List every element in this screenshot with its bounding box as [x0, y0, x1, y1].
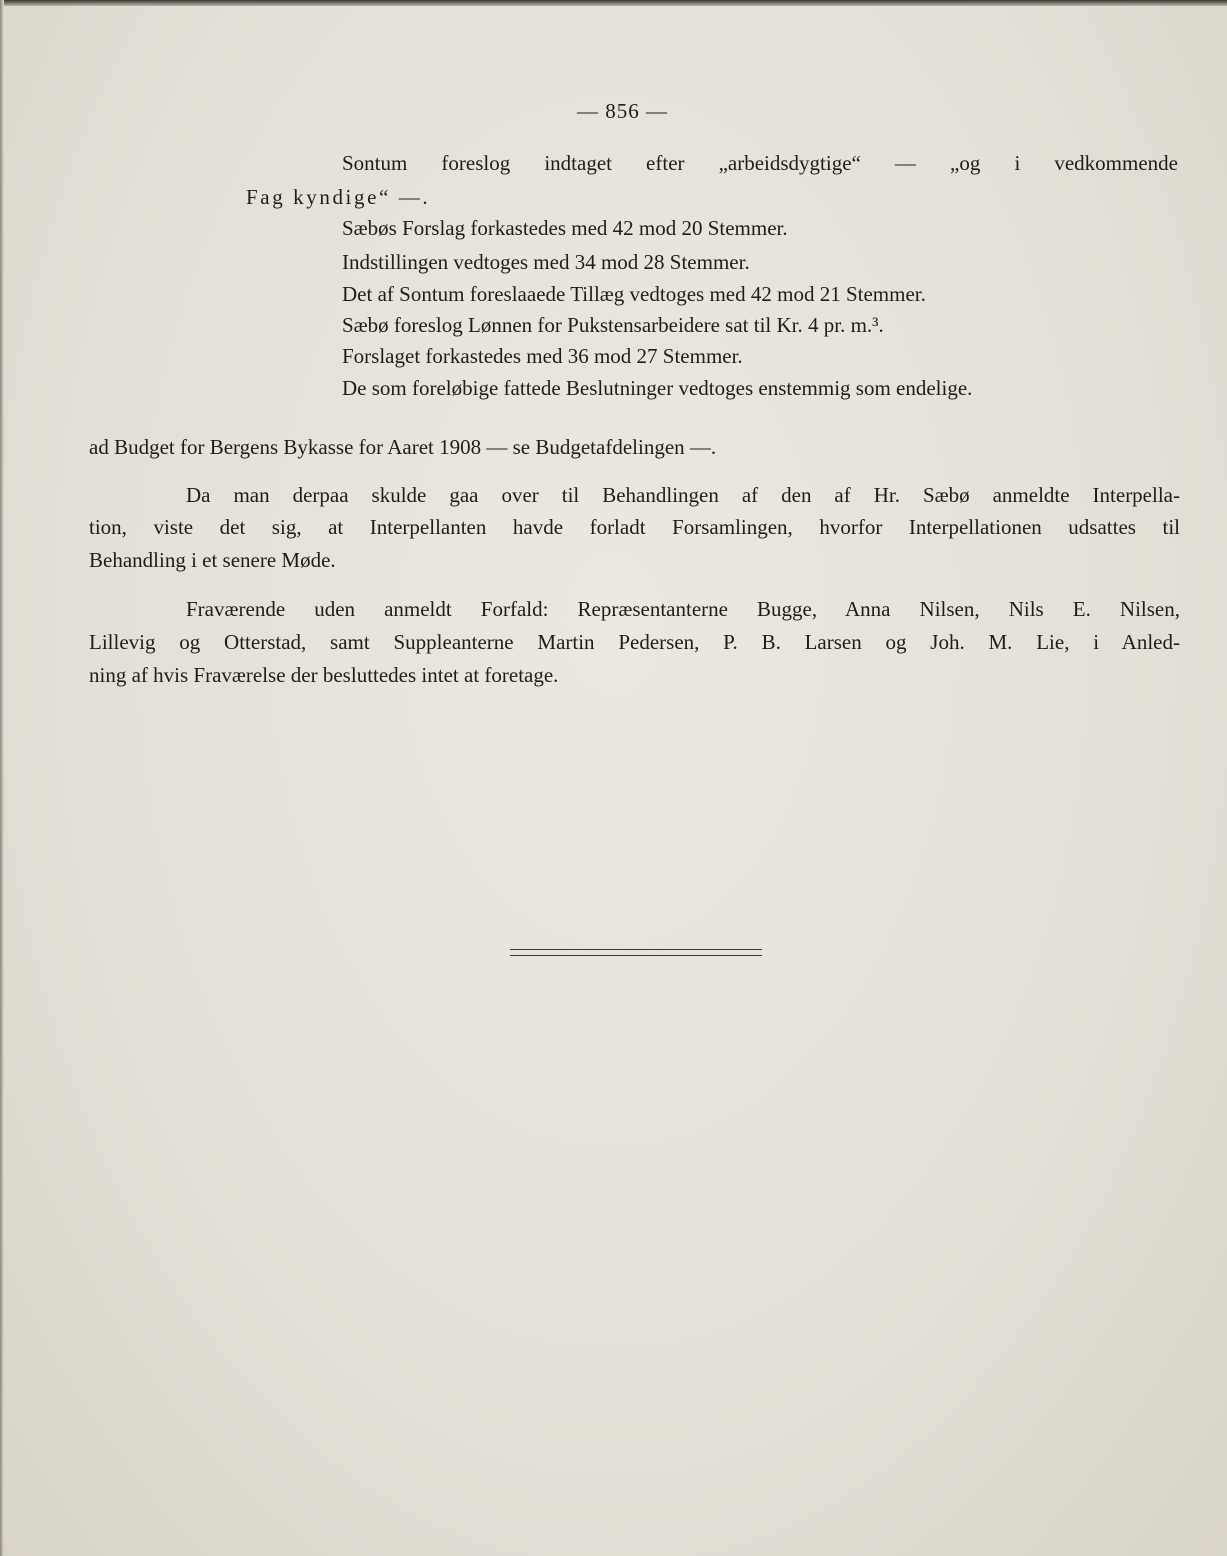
separator-rule-top [510, 949, 762, 950]
text-line: ning af hvis Fraværelse der besluttedes intet at foretage. [89, 663, 559, 687]
page-left-edge [0, 0, 4, 1556]
page-number: — 856 — [577, 99, 668, 123]
text-line: Lillevig og Otterstad, samt Suppleanterne Martin Pedersen, P. B. Larsen og Joh. M. Lie, i Anled- [89, 630, 1180, 654]
text-line: Fraværende uden anmeldt Forfald: Repræsentanterne Bugge, Anna Nilsen, Nils E. Nilsen, [186, 597, 1180, 621]
text-line: Forslaget forkastedes med 36 mod 27 Stemmer. [342, 344, 743, 368]
separator-rule-bottom [510, 955, 762, 956]
text-line: Indstillingen vedtoges med 34 mod 28 Stemmer. [342, 250, 750, 274]
text-line: Sæbø foreslog Lønnen for Pukstensarbeidere sat til Kr. 4 pr. m.³. [342, 313, 884, 337]
text-line: Behandling i et senere Møde. [89, 548, 336, 572]
page-top-edge [0, 0, 1227, 6]
text-line: Fag kyndige“ —. [246, 185, 431, 209]
text-line: Da man derpaa skulde gaa over til Behandlingen af den af Hr. Sæbø anmeldte Interpella- [186, 483, 1180, 507]
text-line: Sontum foreslog indtaget efter „arbeidsdygtige“ — „og i vedkommende [342, 151, 1178, 175]
text-line: Sæbøs Forslag forkastedes med 42 mod 20 Stemmer. [342, 216, 788, 240]
text-line: Det af Sontum foreslaaede Tillæg vedtoges med 42 mod 21 Stemmer. [342, 282, 926, 306]
text-line: De som foreløbige fattede Beslutninger vedtoges enstemmig som endelige. [342, 376, 973, 400]
text-line: tion, viste det sig, at Interpellanten havde forladt Forsamlingen, hvorfor Interpellationen udsattes til [89, 515, 1180, 539]
section-heading: ad Budget for Bergens Bykasse for Aaret 1908 — se Budgetafdelingen —. [89, 435, 717, 459]
